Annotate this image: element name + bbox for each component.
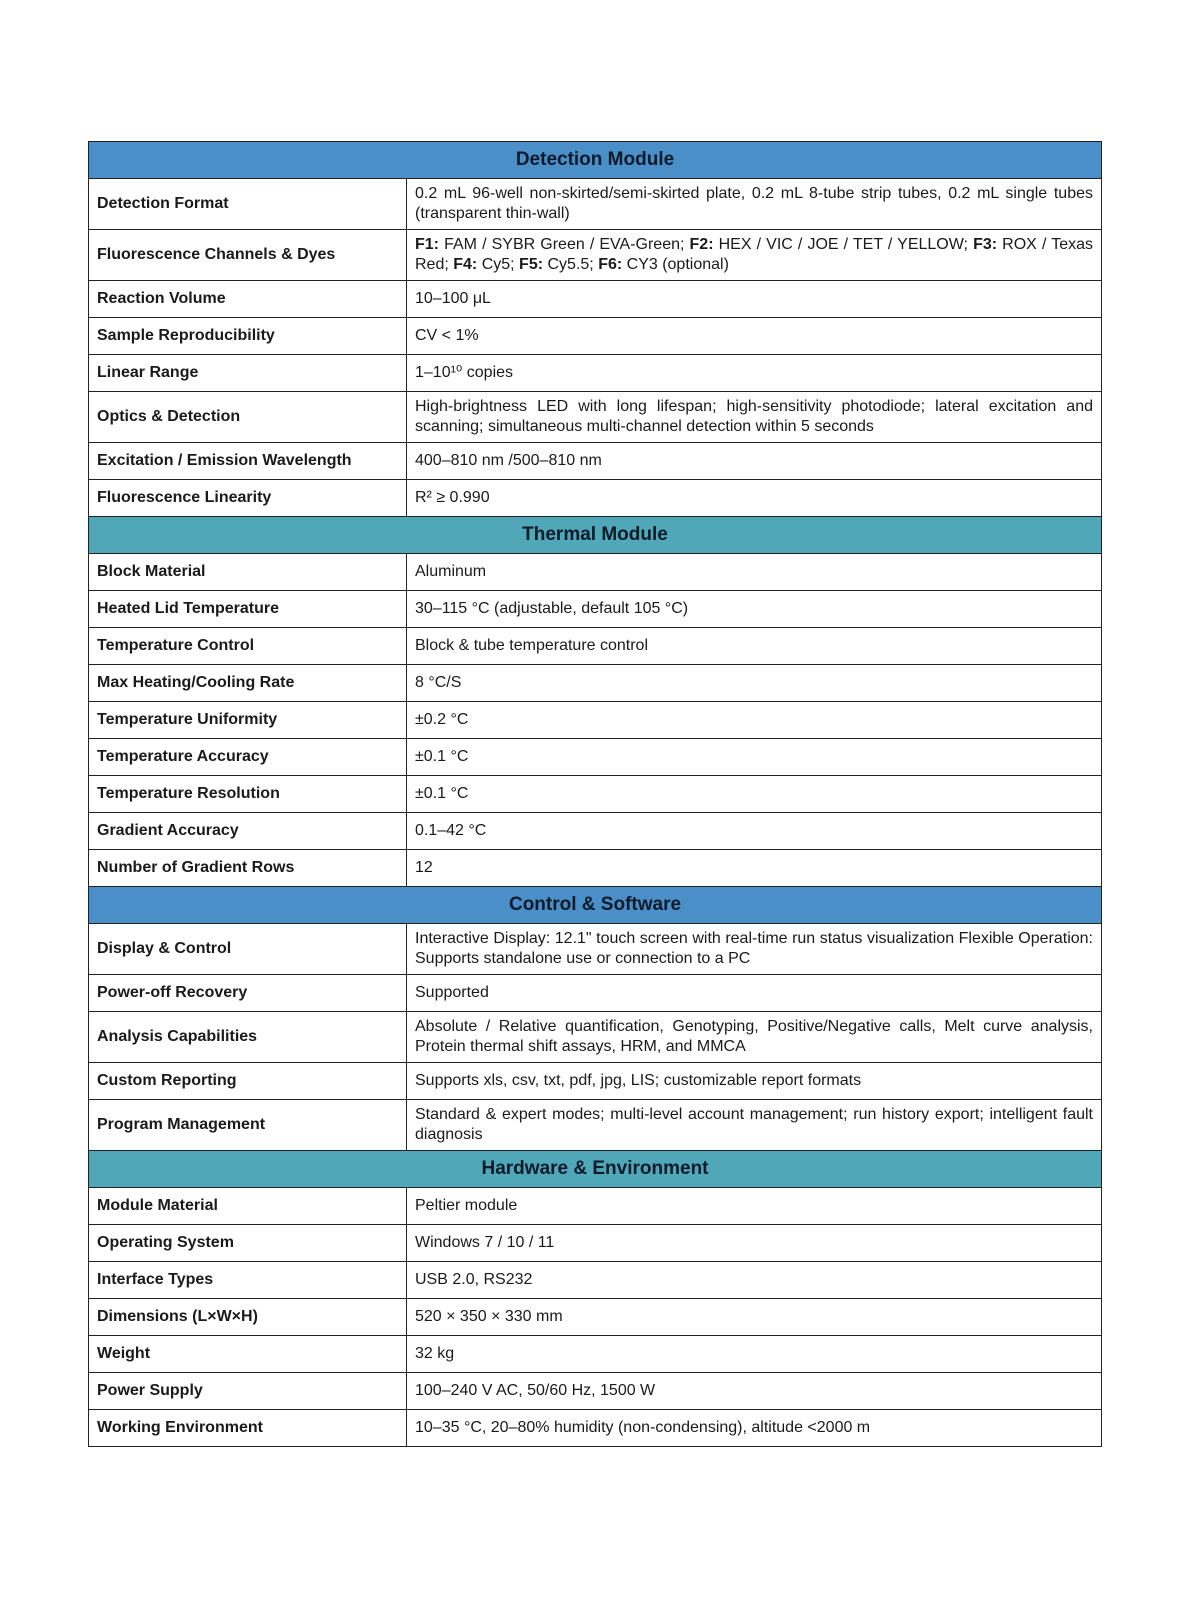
- spec-label: Block Material: [89, 554, 407, 591]
- spec-label: Gradient Accuracy: [89, 813, 407, 850]
- spec-value: 30–115 °C (adjustable, default 105 °C): [407, 591, 1102, 628]
- spec-row: [89, 318, 1102, 355]
- spec-value: 32 kg: [407, 1336, 1102, 1373]
- channel-dyes: CY3 (optional): [622, 256, 729, 273]
- spec-label: Temperature Accuracy: [89, 739, 407, 776]
- spec-value: ±0.1 °C: [407, 776, 1102, 813]
- spec-label: Interface Types: [89, 1262, 407, 1299]
- spec-value: USB 2.0, RS232: [407, 1262, 1102, 1299]
- spec-value: Interactive Display: 12.1" touch screen with real-time run status visualization Flexible Operation: Supports standalone use or connection to a PC: [407, 924, 1102, 975]
- spec-table-body: [89, 142, 1102, 1447]
- spec-value: Standard & expert modes; multi-level account management; run history export; intelligent fault diagnosis: [407, 1100, 1102, 1151]
- spec-label: Program Management: [89, 1100, 407, 1151]
- spec-row: [89, 392, 1102, 443]
- channel-label: F4:: [453, 256, 478, 273]
- spec-row: [89, 554, 1102, 591]
- section-title: Control & Software: [89, 887, 1102, 924]
- spec-value: High-brightness LED with long lifespan; high-sensitivity photodiode; lateral excitation and scanning; simultaneous multi-channel detection within 5 seconds: [407, 392, 1102, 443]
- section-header-row: [89, 142, 1102, 179]
- channel-dyes: FAM / SYBR Green / EVA-Green;: [439, 236, 690, 253]
- spec-label: Linear Range: [89, 355, 407, 392]
- spec-row: [89, 443, 1102, 480]
- spec-row: [89, 1225, 1102, 1262]
- channel-label: F5:: [519, 256, 544, 273]
- section-header-row: [89, 517, 1102, 554]
- section-title: Thermal Module: [89, 517, 1102, 554]
- spec-row: [89, 975, 1102, 1012]
- spec-row: [89, 702, 1102, 739]
- spec-value: 400–810 nm /500–810 nm: [407, 443, 1102, 480]
- spec-label: Temperature Control: [89, 628, 407, 665]
- spec-value: Windows 7 / 10 / 11: [407, 1225, 1102, 1262]
- spec-value: 0.2 mL 96-well non-skirted/semi-skirted plate, 0.2 mL 8-tube strip tubes, 0.2 mL single tubes (transparent thin-wall): [407, 179, 1102, 230]
- spec-value: Supports xls, csv, txt, pdf, jpg, LIS; customizable report formats: [407, 1063, 1102, 1100]
- spec-value: ±0.1 °C: [407, 739, 1102, 776]
- section-header-row: [89, 1151, 1102, 1188]
- spec-row: [89, 230, 1102, 281]
- spec-row: [89, 179, 1102, 230]
- spec-value: ±0.2 °C: [407, 702, 1102, 739]
- spec-label: Dimensions (L×W×H): [89, 1299, 407, 1336]
- spec-value: [407, 230, 1102, 281]
- spec-row: [89, 850, 1102, 887]
- spec-value: 10–100 μL: [407, 281, 1102, 318]
- spec-value: Supported: [407, 975, 1102, 1012]
- spec-label: Module Material: [89, 1188, 407, 1225]
- spec-row: [89, 628, 1102, 665]
- spec-label: Power Supply: [89, 1373, 407, 1410]
- spec-value: R² ≥ 0.990: [407, 480, 1102, 517]
- spec-value: Aluminum: [407, 554, 1102, 591]
- spec-value: 1–10¹⁰ copies: [407, 355, 1102, 392]
- spec-row: [89, 1063, 1102, 1100]
- spec-label: Display & Control: [89, 924, 407, 975]
- section-title: Detection Module: [89, 142, 1102, 179]
- channel-dyes: ROX / Texas Red;: [415, 236, 1093, 273]
- section-title: Hardware & Environment: [89, 1151, 1102, 1188]
- spec-row: [89, 591, 1102, 628]
- spec-value: 520 × 350 × 330 mm: [407, 1299, 1102, 1336]
- spec-label: Max Heating/Cooling Rate: [89, 665, 407, 702]
- spec-label: Analysis Capabilities: [89, 1012, 407, 1063]
- channel-label: F1:: [415, 236, 439, 253]
- spec-row: [89, 1410, 1102, 1447]
- spec-label: Temperature Uniformity: [89, 702, 407, 739]
- spec-value: Peltier module: [407, 1188, 1102, 1225]
- spec-label: Custom Reporting: [89, 1063, 407, 1100]
- spec-label: Fluorescence Channels & Dyes: [89, 230, 407, 281]
- spec-row: [89, 1012, 1102, 1063]
- spec-label: Operating System: [89, 1225, 407, 1262]
- spec-value: 100–240 V AC, 50/60 Hz, 1500 W: [407, 1373, 1102, 1410]
- spec-label: Optics & Detection: [89, 392, 407, 443]
- spec-row: [89, 1100, 1102, 1151]
- spec-value: 0.1–42 °C: [407, 813, 1102, 850]
- spec-row: [89, 480, 1102, 517]
- spec-row: [89, 776, 1102, 813]
- spec-value: 8 °C/S: [407, 665, 1102, 702]
- spec-label: Weight: [89, 1336, 407, 1373]
- spec-row: [89, 1336, 1102, 1373]
- channel-dyes: Cy5.5;: [543, 256, 599, 273]
- spec-label: Reaction Volume: [89, 281, 407, 318]
- spec-label: Power-off Recovery: [89, 975, 407, 1012]
- spec-row: [89, 1373, 1102, 1410]
- spec-row: [89, 1262, 1102, 1299]
- spec-label: Temperature Resolution: [89, 776, 407, 813]
- spec-row: [89, 1188, 1102, 1225]
- channel-label: F6:: [598, 256, 623, 273]
- channel-label: F3:: [973, 236, 998, 253]
- spec-label: Sample Reproducibility: [89, 318, 407, 355]
- spec-value: 10–35 °C, 20–80% humidity (non-condensing), altitude <2000 m: [407, 1410, 1102, 1447]
- spec-row: [89, 355, 1102, 392]
- spec-value: Absolute / Relative quantification, Genotyping, Positive/Negative calls, Melt curve analysis, Protein thermal shift assays, HRM, and MMCA: [407, 1012, 1102, 1063]
- section-header-row: [89, 887, 1102, 924]
- spec-label: Detection Format: [89, 179, 407, 230]
- spec-row: [89, 1299, 1102, 1336]
- spec-value: 12: [407, 850, 1102, 887]
- spec-label: Fluorescence Linearity: [89, 480, 407, 517]
- channel-dyes: Cy5;: [477, 256, 520, 273]
- spec-row: [89, 924, 1102, 975]
- spec-value: Block & tube temperature control: [407, 628, 1102, 665]
- spec-row: [89, 739, 1102, 776]
- spec-row: [89, 665, 1102, 702]
- channel-label: F2:: [689, 236, 714, 253]
- spec-table: [88, 141, 1102, 1447]
- spec-row: [89, 281, 1102, 318]
- spec-label: Working Environment: [89, 1410, 407, 1447]
- spec-value: CV < 1%: [407, 318, 1102, 355]
- channel-dyes: HEX / VIC / JOE / TET / YELLOW;: [713, 236, 974, 253]
- spec-label: Heated Lid Temperature: [89, 591, 407, 628]
- spec-label: Number of Gradient Rows: [89, 850, 407, 887]
- spec-label: Excitation / Emission Wavelength: [89, 443, 407, 480]
- spec-row: [89, 813, 1102, 850]
